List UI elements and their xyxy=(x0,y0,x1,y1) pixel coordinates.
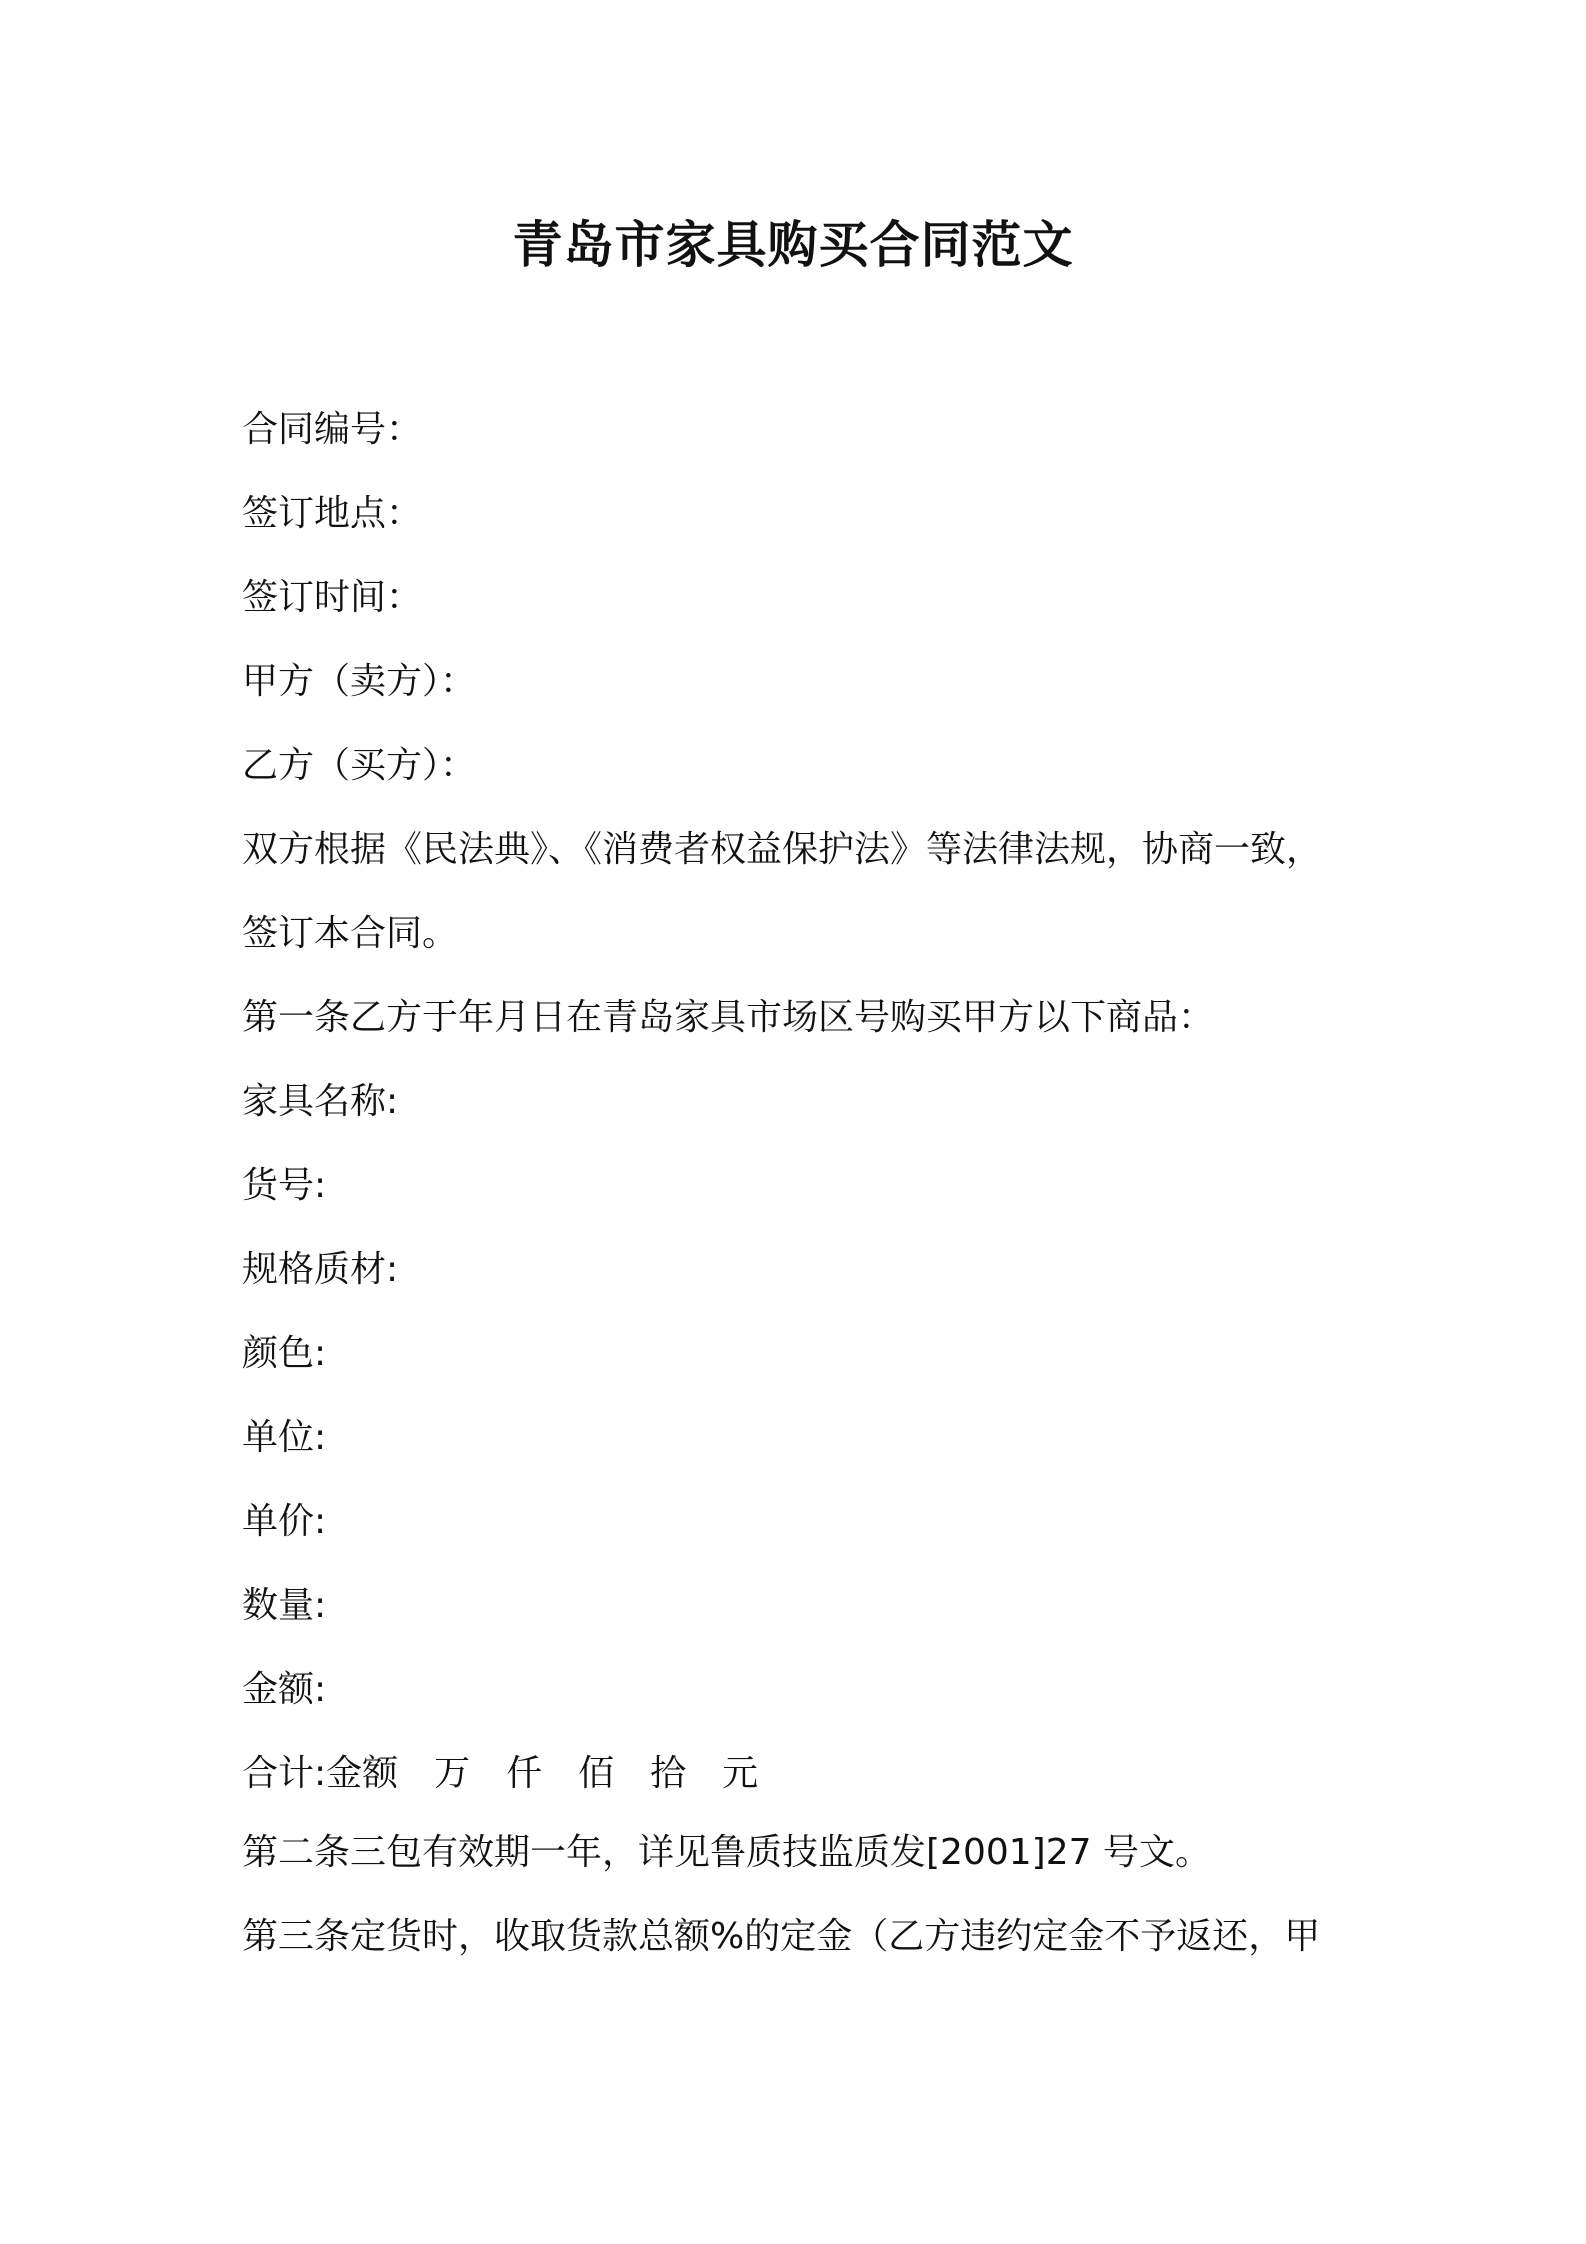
contract-number-line: 合同编号： xyxy=(242,409,423,450)
unit-line: 单位: xyxy=(242,1417,327,1458)
party-b-line: 乙方（买方）： xyxy=(242,745,477,786)
document-title: 青岛市家具购买合同范文 xyxy=(512,216,1074,274)
article-1-line: 第一条乙方于年月日在青岛家具市场区号购买甲方以下商品： xyxy=(242,997,1215,1038)
color-line: 颜色: xyxy=(242,1333,327,1374)
party-a-line: 甲方（卖方）： xyxy=(242,661,477,702)
signing-time-line: 签订时间： xyxy=(242,577,423,618)
article-3-line: 第三条定货时，收取货款总额%的定金（乙方违约定金不予返还，甲 xyxy=(242,1916,1321,1957)
amount-line: 金额: xyxy=(242,1669,327,1710)
preamble-line-2: 签订本合同。 xyxy=(242,913,459,954)
unit-price-line: 单价: xyxy=(242,1501,327,1542)
total-amount-line: 合计:金额 万 仟 佰 拾 元 xyxy=(242,1753,759,1794)
preamble-line-1: 双方根据《民法典》、《消费者权益保护法》等法律法规，协商一致， xyxy=(242,829,1323,870)
document-body xyxy=(242,405,1382,1996)
article-2-line: 第二条三包有效期一年，详见鲁质技监质发[2001]27 号文。 xyxy=(242,1832,1211,1873)
item-number-line: 货号: xyxy=(242,1165,327,1206)
signing-place-line: 签订地点： xyxy=(242,493,423,534)
quantity-line: 数量: xyxy=(242,1585,327,1626)
spec-material-line: 规格质材: xyxy=(242,1249,399,1290)
furniture-name-line: 家具名称: xyxy=(242,1081,399,1122)
